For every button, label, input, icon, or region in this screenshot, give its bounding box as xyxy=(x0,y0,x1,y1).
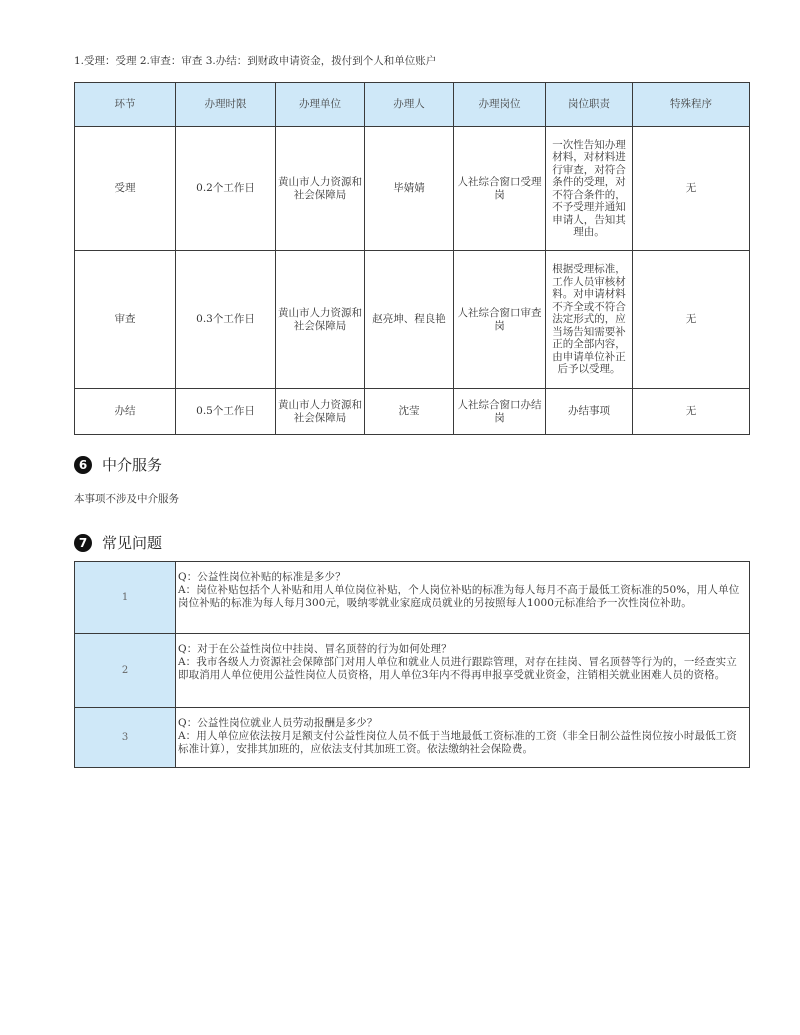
faq-row xyxy=(75,634,750,708)
cell-time: 0.2个工作日 xyxy=(176,127,276,251)
faq-row xyxy=(75,708,750,768)
section-heading-faq xyxy=(74,532,162,553)
cell-duty: 办结事项 xyxy=(546,389,633,435)
faq-answer: A：我市各级人力资源社会保障部门对用人单位和就业人员进行跟踪管理，对存在挂岗、冒名顶替等行为的，一经查实立即取消用人单位使用公益性岗位人员资格，用人单位3年内不得再申报享受就业资金，注销相关就业困难人员的资格。 xyxy=(178,656,737,681)
header-post: 办理岗位 xyxy=(454,83,546,127)
cell-unit: 黄山市人力资源和社会保障局 xyxy=(276,127,365,251)
cell-person: 毕婧婧 xyxy=(365,127,454,251)
cell-unit: 黄山市人力资源和社会保障局 xyxy=(276,251,365,389)
cell-stage: 办结 xyxy=(75,389,176,435)
cell-post: 人社综合窗口办结岗 xyxy=(454,389,546,435)
faq-qa xyxy=(176,634,750,708)
cell-unit: 黄山市人力资源和社会保障局 xyxy=(276,389,365,435)
section-title: 常见问题 xyxy=(102,534,163,552)
cell-duty: 一次性告知办理材料，对材料进行审查，对符合条件的受理，对不符合条件的，不予受理并通知申请人，告知其理由。 xyxy=(546,127,633,251)
faq-table xyxy=(74,561,750,768)
header-duty: 岗位职责 xyxy=(546,83,633,127)
header-unit: 办理单位 xyxy=(276,83,365,127)
process-steps-line: 1.受理：受理 2.审查：审查 3.办结：到财政申请资金，拨付到个人和单位账户 xyxy=(74,55,437,67)
section-heading-intermediary xyxy=(74,454,162,475)
process-table-header-row xyxy=(75,83,750,127)
header-special: 特殊程序 xyxy=(633,83,750,127)
faq-qa xyxy=(176,562,750,634)
faq-question: Q：公益性岗位就业人员劳动报酬是多少？ xyxy=(178,717,378,729)
section-number-badge: 7 xyxy=(74,534,92,552)
process-table xyxy=(74,82,750,435)
faq-question: Q：对于在公益性岗位中挂岗、冒名顶替的行为如何处理？ xyxy=(178,643,452,655)
table-row xyxy=(75,127,750,251)
faq-index: 3 xyxy=(75,708,176,768)
faq-index: 2 xyxy=(75,634,176,708)
cell-duty: 根据受理标准，工作人员审核材料。对申请材料不齐全或不符合法定形式的，应当场告知需要补正的全部内容，由申请单位补正后予以受理。 xyxy=(546,251,633,389)
faq-answer: A：岗位补贴包括个人补贴和用人单位岗位补贴，个人岗位补贴的标准为每人每月不高于最低工资标准的50%，用人单位岗位补贴的标准为每人每月300元，吸纳零就业家庭成员就业的另按照每人1000元标准给予一次性岗位补助。 xyxy=(178,584,740,609)
faq-row xyxy=(75,562,750,634)
cell-time: 0.5个工作日 xyxy=(176,389,276,435)
header-person: 办理人 xyxy=(365,83,454,127)
cell-post: 人社综合窗口受理岗 xyxy=(454,127,546,251)
cell-special: 无 xyxy=(633,389,750,435)
cell-time: 0.3个工作日 xyxy=(176,251,276,389)
cell-person: 赵亮坤、程良艳 xyxy=(365,251,454,389)
faq-qa xyxy=(176,708,750,768)
cell-stage: 审查 xyxy=(75,251,176,389)
section-number-badge: 6 xyxy=(74,456,92,474)
cell-special: 无 xyxy=(633,127,750,251)
header-time-limit: 办理时限 xyxy=(176,83,276,127)
cell-person: 沈莹 xyxy=(365,389,454,435)
faq-index: 1 xyxy=(75,562,176,634)
header-stage: 环节 xyxy=(75,83,176,127)
intermediary-note: 本事项不涉及中介服务 xyxy=(74,493,179,505)
table-row xyxy=(75,389,750,435)
faq-answer: A：用人单位应依法按月足额支付公益性岗位人员不低于当地最低工资标准的工资（非全日制公益性岗位按小时最低工资标准计算），安排其加班的，应依法支付其加班工资。依法缴纳社会保险费。 xyxy=(178,730,737,755)
cell-post: 人社综合窗口审查岗 xyxy=(454,251,546,389)
cell-stage: 受理 xyxy=(75,127,176,251)
section-title: 中介服务 xyxy=(102,456,163,474)
cell-special: 无 xyxy=(633,251,750,389)
table-row xyxy=(75,251,750,389)
faq-question: Q：公益性岗位补贴的标准是多少？ xyxy=(178,571,346,583)
